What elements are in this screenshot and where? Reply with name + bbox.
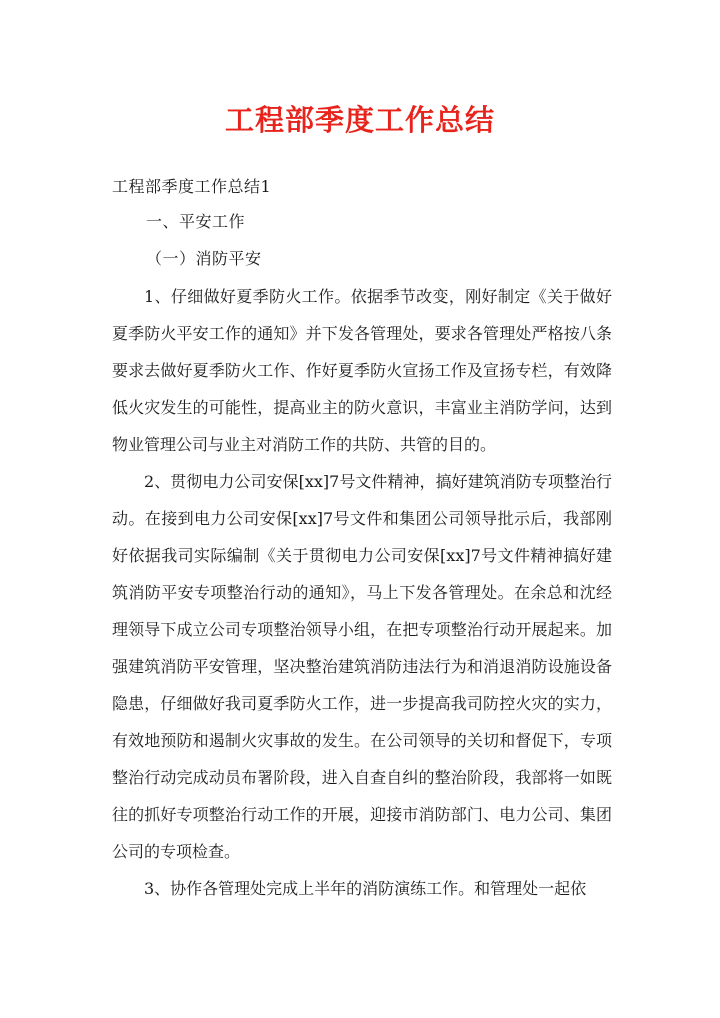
paragraph-3: 3、协作各管理处完成上半年的消防演练工作。和管理处一起依	[144, 879, 587, 898]
paragraph-1: 1、仔细做好夏季防火工作。依据季节改变，刚好制定《关于做好夏季防火平安工作的通知》并下发各管理处，要求各管理处严格按八条要求去做好夏季防火工作、作好夏季防火宣扬工作及宣扬专栏，有效降低火灾发生的可能性，提高业主的防火意识，丰富业主消防学问，达到物业管理公司与业主对消防工作的共防、共管的目的。	[112, 287, 612, 454]
document-title: 工程部季度工作总结	[224, 103, 495, 137]
subsection-heading: （一）消防平安	[146, 249, 262, 268]
paragraph-2: 2、贯彻电力公司安保[xx]7号文件精神，搞好建筑消防专项整治行动。在接到电力公司安保[xx]7号文件和集团公司领导批示后，我部刚好依据我司实际编制《关于贯彻电力公司安保[xx]7号文件精神搞好建筑消防平安专项整治行动的通知》，马上下发各管理处。在余总和沈经理领导下成立公司专项整治领导小组，在把专项整治行动开展起来。加强建筑消防平安管理，坚决整治建筑消防违法行为和消退消防设施设备隐患，仔细做好我司夏季防火工作，进一步提高我司防控火灾的实力，有效地预防和遏制火灾事故的发生。在公司领导的关切和督促下，专项整治行动完成动员布署阶段，进入自查自纠的整治阶段，我部将一如既往的抓好专项整治行动工作的开展，迎接市消防部门、电力公司、集团公司的专项检查。	[112, 472, 612, 861]
section-heading: 一、平安工作	[146, 212, 246, 231]
document-subtitle: 工程部季度工作总结1	[112, 177, 272, 196]
